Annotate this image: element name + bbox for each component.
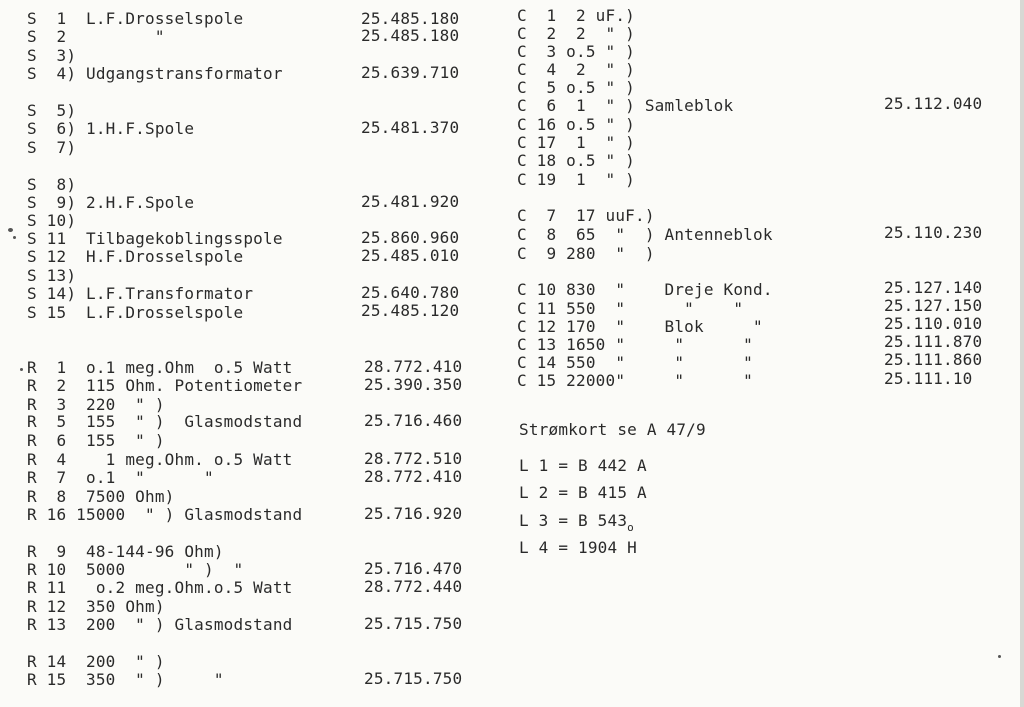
list-item: R 7 o.1 " " (27, 468, 214, 487)
list-item: R 14 200 " ) (27, 652, 165, 671)
list-item: S 11 Tilbagekoblingsspole (27, 229, 283, 248)
scan-speck (13, 236, 16, 239)
part-number: 25.127.140 (884, 278, 983, 297)
list-item: S 10) (27, 211, 77, 230)
scan-speck (998, 655, 1001, 658)
list-item (519, 512, 634, 537)
list-item: C 12 170 " Blok " (517, 317, 763, 336)
list-item: S 1 L.F.Drosselspole (27, 9, 244, 28)
part-number: 25.111.860 (884, 350, 983, 369)
list-item: S 4) Udgangstransformator (27, 64, 283, 83)
part-number: 28.772.440 (364, 577, 463, 596)
list-item: S 8) (27, 175, 77, 194)
list-item: S 13) (27, 266, 77, 285)
part-number: 25.640.780 (361, 283, 460, 302)
list-item: L 2 = B 415 A (519, 483, 647, 502)
scan-speck (8, 228, 13, 232)
scan-edge (1020, 0, 1024, 707)
list-item: C 9 280 " ) (517, 244, 655, 263)
list-item: C 7 17 uuF.) (517, 206, 655, 225)
list-item: C 6 1 " ) Samleblok (517, 96, 734, 115)
list-item: L 4 = 1904 H (519, 538, 637, 557)
part-number: 25.127.150 (884, 296, 983, 315)
part-number: 25.485.180 (361, 26, 460, 45)
subscript: o (627, 521, 634, 534)
part-number: 25.716.920 (364, 504, 463, 523)
list-item: S 7) (27, 138, 77, 157)
list-item: S 15 L.F.Drosselspole (27, 303, 244, 322)
list-item: R 1 o.1 meg.Ohm o.5 Watt (27, 358, 293, 377)
part-number: 25.390.350 (364, 375, 463, 394)
part-number: 25.716.460 (364, 411, 463, 430)
list-item: C 1 2 uF.) (517, 6, 635, 25)
list-item: R 12 350 Ohm) (27, 597, 165, 616)
scan-speck (20, 368, 23, 371)
list-item: R 8 7500 Ohm) (27, 487, 175, 506)
list-item-text: L 3 = B 543 (519, 511, 628, 530)
list-item: R 16 15000 " ) Glasmodstand (27, 505, 303, 524)
part-number: 25.481.920 (361, 192, 460, 211)
list-item: C 3 o.5 " ) (517, 42, 635, 61)
list-item: C 19 1 " ) (517, 170, 635, 189)
list-item: S 9) 2.H.F.Spole (27, 193, 195, 212)
list-item: S 6) 1.H.F.Spole (27, 119, 195, 138)
list-item: S 3) (27, 46, 77, 65)
part-number: 25.716.470 (364, 559, 463, 578)
part-number: 25.111.10 (884, 369, 973, 388)
list-item: C 11 550 " " " (517, 299, 744, 318)
list-item: C 16 o.5 " ) (517, 115, 635, 134)
part-number: 25.485.180 (361, 9, 460, 28)
list-item: C 4 2 " ) (517, 60, 635, 79)
part-number: 25.110.010 (884, 314, 983, 333)
list-item: S 2 " (27, 27, 165, 46)
list-item: C 13 1650 " " " (517, 335, 753, 354)
list-item: C 14 550 " " " (517, 353, 753, 372)
part-number: 28.772.410 (364, 467, 463, 486)
list-item: C 15 22000" " " (517, 371, 753, 390)
part-number: 25.715.750 (364, 614, 463, 633)
list-item: R 6 155 " ) (27, 431, 165, 450)
list-item: L 1 = B 442 A (519, 456, 647, 475)
part-number: 25.639.710 (361, 63, 460, 82)
part-number: 25.110.230 (884, 223, 983, 242)
part-number: 28.772.510 (364, 449, 463, 468)
part-number: 25.715.750 (364, 669, 463, 688)
wiring-card-reference: Strømkort se A 47/9 (519, 420, 706, 439)
part-number: 25.485.120 (361, 301, 460, 320)
list-item: S 5) (27, 101, 77, 120)
list-item: R 3 220 " ) (27, 395, 165, 414)
list-item: C 5 o.5 " ) (517, 78, 635, 97)
list-item: S 14) L.F.Transformator (27, 284, 254, 303)
part-number: 25.481.370 (361, 118, 460, 137)
part-number: 28.772.410 (364, 357, 463, 376)
list-item: R 4 1 meg.Ohm. o.5 Watt (27, 450, 293, 469)
list-item: C 10 830 " Dreje Kond. (517, 280, 773, 299)
list-item: R 15 350 " ) " (27, 670, 224, 689)
part-number: 25.111.870 (884, 332, 983, 351)
list-item: R 5 155 " ) Glasmodstand (27, 412, 303, 431)
part-number: 25.860.960 (361, 228, 460, 247)
list-item: R 13 200 " ) Glasmodstand (27, 615, 293, 634)
part-number: 25.112.040 (884, 94, 983, 113)
list-item: R 9 48-144-96 Ohm) (27, 542, 224, 561)
list-item: C 8 65 " ) Antenneblok (517, 225, 773, 244)
list-item: C 2 2 " ) (517, 24, 635, 43)
list-item: C 17 1 " ) (517, 133, 635, 152)
list-item: S 12 H.F.Drosselspole (27, 247, 244, 266)
list-item: R 10 5000 " ) " (27, 560, 244, 579)
list-item: R 11 o.2 meg.Ohm.o.5 Watt (27, 578, 293, 597)
list-item: C 18 o.5 " ) (517, 151, 635, 170)
part-number: 25.485.010 (361, 246, 460, 265)
list-item: R 2 115 Ohm. Potentiometer (27, 376, 303, 395)
